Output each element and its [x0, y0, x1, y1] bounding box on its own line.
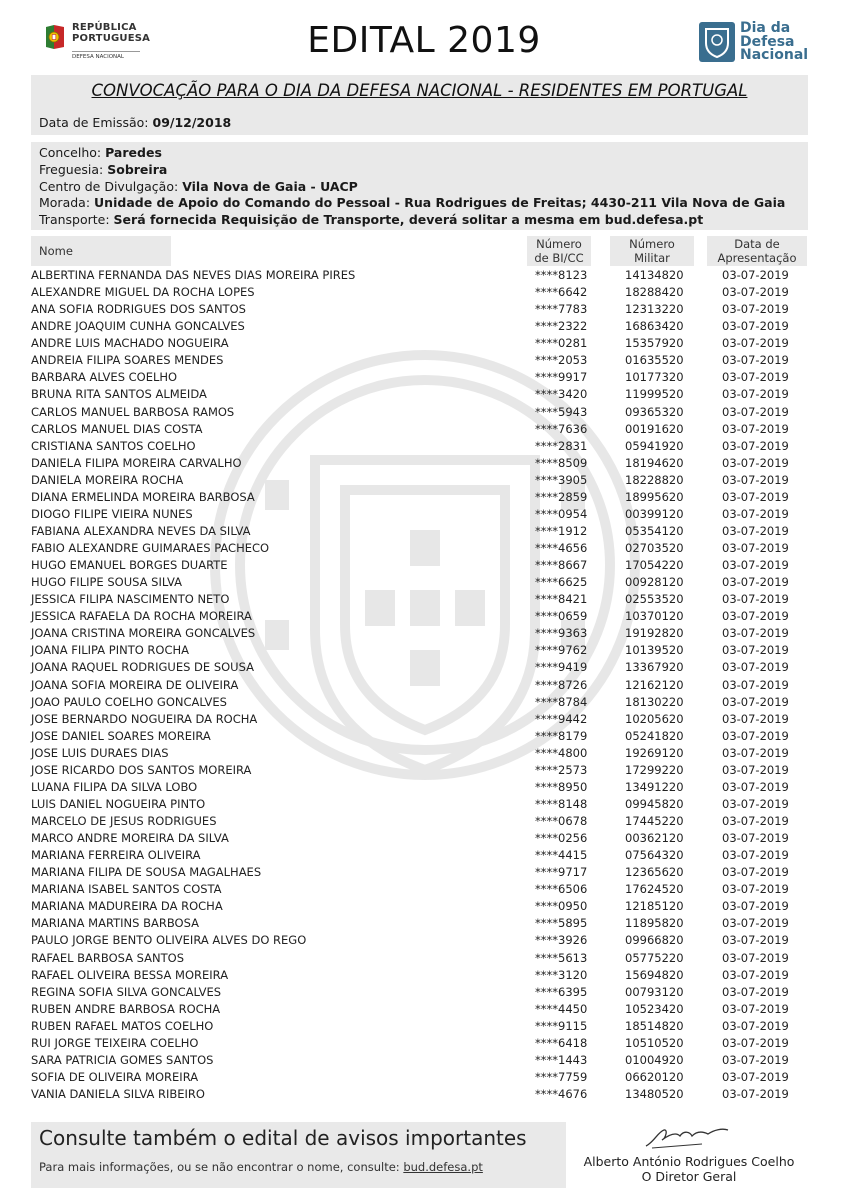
- bi-cell: ****4450: [535, 1001, 588, 1016]
- name-cell: ANA SOFIA RODRIGUES DOS SANTOS: [31, 302, 246, 317]
- table-row: [0, 1000, 848, 1017]
- bi-cell: ****6642: [535, 285, 588, 300]
- table-row: [0, 300, 848, 317]
- table-row: [0, 949, 848, 966]
- military-number-cell: 10205620: [625, 711, 684, 726]
- presentation-date-cell: 03-07-2019: [722, 336, 789, 351]
- name-cell: FABIO ALEXANDRE GUIMARAES PACHECO: [31, 541, 270, 555]
- military-number-cell: 18995620: [625, 489, 684, 504]
- military-number-cell: 10523420: [625, 1001, 684, 1016]
- name-cell: JOSE BERNARDO NOGUEIRA DA ROCHA: [31, 711, 258, 726]
- name-cell: CARLOS MANUEL DIAS COSTA: [31, 421, 203, 436]
- name-cell: JESSICA FILIPA NASCIMENTO NETO: [31, 592, 230, 607]
- presentation-date-cell: 03-07-2019: [722, 950, 789, 965]
- presentation-date-cell: 03-07-2019: [722, 285, 789, 300]
- table-row: [0, 710, 848, 727]
- military-number-cell: 06620120: [625, 1069, 684, 1084]
- name-cell: CRISTIANA SANTOS COELHO: [31, 438, 196, 453]
- presentation-date-cell: 03-07-2019: [722, 489, 789, 504]
- bi-cell: ****5895: [535, 916, 588, 931]
- presentation-date-cell: 03-07-2019: [722, 1001, 789, 1016]
- table-row: [0, 471, 848, 488]
- military-number-cell: 05775220: [625, 950, 684, 965]
- presentation-date-cell: 03-07-2019: [722, 626, 789, 641]
- presentation-date-cell: 03-07-2019: [722, 370, 789, 385]
- table-row: [0, 385, 848, 402]
- table-row: [0, 403, 848, 420]
- bi-cell: ****6418: [535, 1035, 588, 1050]
- bi-cell: ****0954: [535, 506, 588, 521]
- military-number-cell: 05241820: [625, 728, 684, 743]
- military-number-cell: 15357920: [625, 336, 684, 351]
- table-row: [0, 983, 848, 1000]
- military-number-cell: 18130220: [625, 694, 684, 709]
- name-cell: ANDRE JOAQUIM CUNHA GONCALVES: [31, 319, 245, 334]
- military-number-cell: 12313220: [625, 302, 684, 317]
- table-row: [0, 522, 848, 539]
- bi-cell: ****5613: [535, 950, 588, 965]
- presentation-date-cell: 03-07-2019: [722, 677, 789, 692]
- table-row: [0, 658, 848, 675]
- presentation-date-cell: 03-07-2019: [722, 1052, 789, 1067]
- name-cell: SARA PATRICIA GOMES SANTOS: [31, 1052, 214, 1067]
- military-number-cell: 18194620: [625, 455, 684, 470]
- military-number-cell: 09966820: [625, 933, 684, 948]
- name-cell: MARIANA MARTINS BARBOSA: [31, 916, 199, 931]
- military-number-cell: 15694820: [625, 967, 684, 982]
- military-number-cell: 10370120: [625, 609, 684, 624]
- name-cell: ALEXANDRE MIGUEL DA ROCHA LOPES: [31, 285, 255, 300]
- presentation-date-cell: 03-07-2019: [722, 796, 789, 811]
- name-cell: DIOGO FILIPE VIEIRA NUNES: [31, 506, 193, 521]
- military-number-cell: 14134820: [625, 268, 684, 282]
- presentation-date-cell: 03-07-2019: [722, 728, 789, 743]
- table-row: [0, 778, 848, 795]
- column-header-date: Data de Apresentação: [707, 236, 807, 266]
- bi-cell: ****4656: [535, 541, 588, 555]
- presentation-date-cell: 03-07-2019: [722, 865, 789, 880]
- military-number-cell: 13367920: [625, 660, 684, 675]
- military-number-cell: 00793120: [625, 984, 684, 999]
- name-cell: MARIANA MADUREIRA DA ROCHA: [31, 899, 223, 914]
- bi-cell: ****8148: [535, 796, 588, 811]
- name-cell: HUGO EMANUEL BORGES DUARTE: [31, 558, 228, 573]
- name-cell: PAULO JORGE BENTO OLIVEIRA ALVES DO REGO: [31, 933, 307, 948]
- presentation-date-cell: 03-07-2019: [722, 882, 789, 897]
- column-header-military-number: Número Militar: [610, 236, 694, 266]
- name-cell: JOSE RICARDO DOS SANTOS MOREIRA: [31, 762, 252, 777]
- concelho-line: Concelho: Paredes: [39, 145, 162, 160]
- presentation-date-cell: 03-07-2019: [722, 899, 789, 914]
- military-number-cell: 16863420: [625, 319, 684, 334]
- bi-cell: ****1443: [535, 1052, 588, 1067]
- table-row: [0, 761, 848, 778]
- bi-cell: ****0950: [535, 899, 588, 914]
- military-number-cell: 17299220: [625, 762, 684, 777]
- military-number-cell: 12365620: [625, 865, 684, 880]
- presentation-date-cell: 03-07-2019: [722, 506, 789, 521]
- military-number-cell: 12162120: [625, 677, 684, 692]
- name-cell: MARCELO DE JESUS RODRIGUES: [31, 814, 217, 828]
- presentation-date-cell: 03-07-2019: [722, 353, 789, 368]
- presentation-date-cell: 03-07-2019: [722, 268, 789, 282]
- bi-cell: ****2831: [535, 438, 588, 453]
- name-cell: LUANA FILIPA DA SILVA LOBO: [31, 779, 198, 794]
- presentation-date-cell: 03-07-2019: [722, 916, 789, 931]
- table-row: [0, 676, 848, 693]
- table-row: [0, 556, 848, 573]
- military-number-cell: 12185120: [625, 899, 684, 914]
- presentation-date-cell: 03-07-2019: [722, 421, 789, 436]
- bi-cell: ****8421: [535, 592, 588, 607]
- bi-cell: ****8667: [535, 558, 588, 573]
- military-number-cell: 02553520: [625, 592, 684, 607]
- freguesia-line: Freguesia: Sobreira: [39, 161, 168, 177]
- name-cell: DIANA ERMELINDA MOREIRA BARBOSA: [31, 489, 255, 504]
- military-number-cell: 18288420: [625, 285, 684, 300]
- bi-cell: ****0678: [535, 814, 588, 828]
- table-row: [0, 795, 848, 812]
- presentation-date-cell: 03-07-2019: [722, 967, 789, 982]
- military-number-cell: 18514820: [625, 1018, 684, 1033]
- convocation-title: CONVOCAÇÃO PARA O DIA DA DEFESA NACIONAL - RESIDENTES EM PORTUGAL: [91, 81, 748, 100]
- emission-date: [39, 115, 231, 130]
- presentation-date-cell: 03-07-2019: [722, 404, 789, 419]
- bi-cell: ****0281: [535, 336, 588, 351]
- name-cell: ANDREIA FILIPA SOARES MENDES: [31, 353, 224, 368]
- name-cell: VANIA DANIELA SILVA RIBEIRO: [31, 1087, 205, 1101]
- bi-cell: ****8509: [535, 455, 588, 470]
- table-row: [0, 1068, 848, 1085]
- bi-cell: ****8950: [535, 779, 588, 794]
- name-cell: JOSE LUIS DURAES DIAS: [31, 745, 169, 760]
- name-cell: HUGO FILIPE SOUSA SILVA: [31, 575, 182, 590]
- presentation-date-cell: 03-07-2019: [722, 472, 789, 487]
- bi-cell: ****9419: [535, 660, 588, 675]
- defesa-nacional-text: DEFESA NACIONAL: [72, 51, 140, 60]
- military-number-cell: 05941920: [625, 438, 684, 453]
- table-row: [0, 351, 848, 368]
- table-row: [0, 863, 848, 880]
- military-number-cell: 05354120: [625, 523, 684, 538]
- bi-cell: ****5943: [535, 404, 588, 419]
- bi-cell: ****2573: [535, 762, 588, 777]
- name-cell: RUBEN ANDRE BARBOSA ROCHA: [31, 1001, 221, 1016]
- bi-cell: ****2053: [535, 353, 588, 368]
- bi-cell: ****0256: [535, 831, 588, 846]
- table-row: [0, 727, 848, 744]
- bi-cell: ****0659: [535, 609, 588, 624]
- emission-date-value: 09/12/2018: [152, 115, 232, 130]
- name-cell: BARBARA ALVES COELHO: [31, 370, 178, 385]
- table-row: [0, 624, 848, 641]
- table-row: [0, 931, 848, 948]
- table-row: [0, 846, 848, 863]
- military-number-cell: 09945820: [625, 796, 684, 811]
- military-number-cell: 17445220: [625, 814, 684, 828]
- table-row: [0, 641, 848, 658]
- presentation-date-cell: 03-07-2019: [722, 660, 789, 675]
- presentation-date-cell: 03-07-2019: [722, 523, 789, 538]
- director-name: Alberto António Rodrigues Coelho: [583, 1154, 795, 1169]
- table-row: [0, 693, 848, 710]
- bi-cell: ****3120: [535, 967, 588, 982]
- name-cell: JOANA CRISTINA MOREIRA GONCALVES: [31, 626, 256, 641]
- table-row: [0, 812, 848, 829]
- presentation-date-cell: 03-07-2019: [722, 592, 789, 607]
- military-number-cell: 18228820: [625, 472, 684, 487]
- military-number-cell: 19269120: [625, 745, 684, 760]
- ddn-logo-text: Dia da Defesa Nacional: [740, 20, 809, 63]
- presentation-date-cell: 03-07-2019: [722, 814, 789, 828]
- bi-cell: ****9115: [535, 1018, 588, 1033]
- presentation-date-cell: 03-07-2019: [722, 643, 789, 658]
- military-number-cell: 13480520: [625, 1087, 684, 1101]
- table-row: [0, 283, 848, 300]
- table-row: [0, 334, 848, 351]
- military-number-cell: 11895820: [625, 916, 684, 931]
- presentation-date-cell: 03-07-2019: [722, 302, 789, 317]
- name-cell: JOANA FILIPA PINTO ROCHA: [31, 643, 190, 658]
- name-cell: RAFAEL OLIVEIRA BESSA MOREIRA: [31, 967, 229, 982]
- table-row: [0, 266, 848, 283]
- name-cell: SOFIA DE OLIVEIRA MOREIRA: [31, 1069, 199, 1084]
- presentation-date-cell: 03-07-2019: [722, 558, 789, 573]
- table-row: [0, 880, 848, 897]
- table-row: [0, 1051, 848, 1068]
- footer-info: Para mais informações, ou se não encontrar o nome, consulte: bud.defesa.pt: [39, 1160, 483, 1174]
- name-cell: ANDRE LUIS MACHADO NOGUEIRA: [31, 336, 229, 351]
- table-row: [0, 966, 848, 983]
- name-cell: RUI JORGE TEIXEIRA COELHO: [31, 1035, 199, 1050]
- name-cell: LUIS DANIEL NOGUEIRA PINTO: [31, 796, 206, 811]
- military-number-cell: 00399120: [625, 506, 684, 521]
- bi-cell: ****9762: [535, 643, 588, 658]
- bi-cell: ****4676: [535, 1087, 588, 1101]
- bud-defesa-link[interactable]: bud.defesa.pt: [403, 1160, 483, 1174]
- centro-line: Centro de Divulgação: Vila Nova de Gaia - UACP: [39, 178, 358, 194]
- emission-date-label: Data de Emissão:: [39, 115, 149, 130]
- military-number-cell: 19192820: [625, 626, 684, 641]
- table-row: [0, 744, 848, 761]
- military-number-cell: 00362120: [625, 831, 684, 846]
- bi-cell: ****8784: [535, 694, 588, 709]
- dia-da-defesa-nacional-logo: [698, 21, 808, 63]
- military-number-cell: 01635520: [625, 353, 684, 368]
- footer-notice: [31, 1122, 566, 1188]
- name-cell: DANIELA FILIPA MOREIRA CARVALHO: [31, 455, 242, 470]
- name-cell: CARLOS MANUEL BARBOSA RAMOS: [31, 404, 235, 419]
- name-cell: MARIANA FERREIRA OLIVEIRA: [31, 848, 201, 863]
- bi-cell: ****6395: [535, 984, 588, 999]
- footer-headline: Consulte também o edital de avisos importantes: [39, 1126, 527, 1150]
- presentation-date-cell: 03-07-2019: [722, 541, 789, 555]
- presentation-date-cell: 03-07-2019: [722, 1018, 789, 1033]
- bi-cell: ****7636: [535, 421, 588, 436]
- military-number-cell: 01004920: [625, 1052, 684, 1067]
- bi-cell: ****4415: [535, 848, 588, 863]
- presentation-date-cell: 03-07-2019: [722, 1069, 789, 1084]
- signature-icon: [642, 1124, 732, 1150]
- presentation-date-cell: 03-07-2019: [722, 745, 789, 760]
- table-row: [0, 505, 848, 522]
- military-number-cell: 10510520: [625, 1035, 684, 1050]
- convocation-table: [0, 266, 848, 1102]
- name-cell: JESSICA RAFAELA DA ROCHA MOREIRA: [31, 609, 252, 624]
- name-cell: JOANA SOFIA MOREIRA DE OLIVEIRA: [31, 677, 239, 692]
- table-row: [0, 607, 848, 624]
- presentation-date-cell: 03-07-2019: [722, 762, 789, 777]
- military-number-cell: 17054220: [625, 558, 684, 573]
- name-cell: MARCO ANDRE MOREIRA DA SILVA: [31, 831, 229, 846]
- convocation-band: [31, 75, 808, 135]
- presentation-date-cell: 03-07-2019: [722, 933, 789, 948]
- director-title: O Diretor Geral: [641, 1169, 737, 1184]
- table-row: [0, 573, 848, 590]
- military-number-cell: 10139520: [625, 643, 684, 658]
- presentation-date-cell: 03-07-2019: [722, 984, 789, 999]
- presentation-date-cell: 03-07-2019: [722, 609, 789, 624]
- morada-line: Morada: Unidade de Apoio do Comando do Pessoal - Rua Rodrigues de Freitas; 4430-211 Vila Nova de Gaia: [39, 195, 786, 211]
- name-cell: RAFAEL BARBOSA SANTOS: [31, 950, 185, 965]
- name-cell: JOAO PAULO COELHO GONCALVES: [31, 694, 227, 709]
- name-cell: REGINA SOFIA SILVA GONCALVES: [31, 984, 222, 999]
- table-row: [0, 368, 848, 385]
- bi-cell: ****6625: [535, 575, 588, 590]
- bi-cell: ****2322: [535, 319, 588, 334]
- presentation-date-cell: 03-07-2019: [722, 831, 789, 846]
- name-cell: MARIANA FILIPA DE SOUSA MAGALHAES: [31, 865, 262, 880]
- presentation-date-cell: 03-07-2019: [722, 694, 789, 709]
- military-number-cell: 00191620: [625, 421, 684, 436]
- bi-cell: ****7759: [535, 1069, 588, 1084]
- column-header-name: Nome: [31, 236, 171, 266]
- table-row: [0, 1034, 848, 1051]
- military-number-cell: 11999520: [625, 387, 684, 402]
- transporte-line: Transporte: Será fornecida Requisição de Transporte, deverá solitar a mesma em bud.defesa.pt: [39, 212, 704, 228]
- name-cell: JOSE DANIEL SOARES MOREIRA: [31, 728, 211, 743]
- bi-cell: ****8179: [535, 728, 588, 743]
- bi-cell: ****9363: [535, 626, 588, 641]
- name-cell: FABIANA ALEXANDRA NEVES DA SILVA: [31, 523, 251, 538]
- republica-portuguesa-text: REPÚBLICA PORTUGUESA: [72, 22, 151, 44]
- table-row: [0, 420, 848, 437]
- name-cell: RUBEN RAFAEL MATOS COELHO: [31, 1018, 214, 1033]
- table-row: [0, 829, 848, 846]
- presentation-date-cell: 03-07-2019: [722, 779, 789, 794]
- name-cell: MARIANA ISABEL SANTOS COSTA: [31, 882, 222, 897]
- presentation-date-cell: 03-07-2019: [722, 848, 789, 863]
- military-number-cell: 02703520: [625, 541, 684, 555]
- bi-cell: ****4800: [535, 745, 588, 760]
- page-title: EDITAL 2019: [307, 20, 541, 61]
- presentation-date-cell: 03-07-2019: [722, 711, 789, 726]
- name-cell: ALBERTINA FERNANDA DAS NEVES DIAS MOREIRA PIRES: [31, 268, 356, 282]
- table-row: [0, 317, 848, 334]
- table-row: [0, 539, 848, 556]
- location-info-band: [31, 142, 808, 230]
- bi-cell: ****6506: [535, 882, 588, 897]
- table-row: [0, 437, 848, 454]
- table-row: [0, 590, 848, 607]
- bi-cell: ****3905: [535, 472, 588, 487]
- table-row: [0, 914, 848, 931]
- bi-cell: ****1912: [535, 523, 588, 538]
- bi-cell: ****9442: [535, 711, 588, 726]
- name-cell: DANIELA MOREIRA ROCHA: [31, 472, 184, 487]
- director-signature-block: [570, 1122, 808, 1188]
- column-header-bi: Número de BI/CC: [527, 236, 591, 266]
- bi-cell: ****7783: [535, 302, 588, 317]
- presentation-date-cell: 03-07-2019: [722, 438, 789, 453]
- bi-cell: ****9917: [535, 370, 588, 385]
- military-number-cell: 09365320: [625, 404, 684, 419]
- presentation-date-cell: 03-07-2019: [722, 575, 789, 590]
- bi-cell: ****8123: [535, 268, 588, 282]
- bi-cell: ****9717: [535, 865, 588, 880]
- military-number-cell: 00928120: [625, 575, 684, 590]
- presentation-date-cell: 03-07-2019: [722, 387, 789, 402]
- name-cell: JOANA RAQUEL RODRIGUES DE SOUSA: [31, 660, 254, 675]
- table-row: [0, 488, 848, 505]
- table-row: [0, 897, 848, 914]
- military-number-cell: 13491220: [625, 779, 684, 794]
- bi-cell: ****8726: [535, 677, 588, 692]
- name-cell: BRUNA RITA SANTOS ALMEIDA: [31, 387, 207, 402]
- presentation-date-cell: 03-07-2019: [722, 1087, 789, 1101]
- military-number-cell: 17624520: [625, 882, 684, 897]
- table-row: [0, 1085, 848, 1102]
- ddn-shield-icon: [698, 21, 736, 63]
- bi-cell: ****2859: [535, 489, 588, 504]
- presentation-date-cell: 03-07-2019: [722, 1035, 789, 1050]
- presentation-date-cell: 03-07-2019: [722, 319, 789, 334]
- table-row: [0, 1017, 848, 1034]
- bi-cell: ****3420: [535, 387, 588, 402]
- military-number-cell: 10177320: [625, 370, 684, 385]
- bi-cell: ****3926: [535, 933, 588, 948]
- table-row: [0, 454, 848, 471]
- presentation-date-cell: 03-07-2019: [722, 455, 789, 470]
- military-number-cell: 07564320: [625, 848, 684, 863]
